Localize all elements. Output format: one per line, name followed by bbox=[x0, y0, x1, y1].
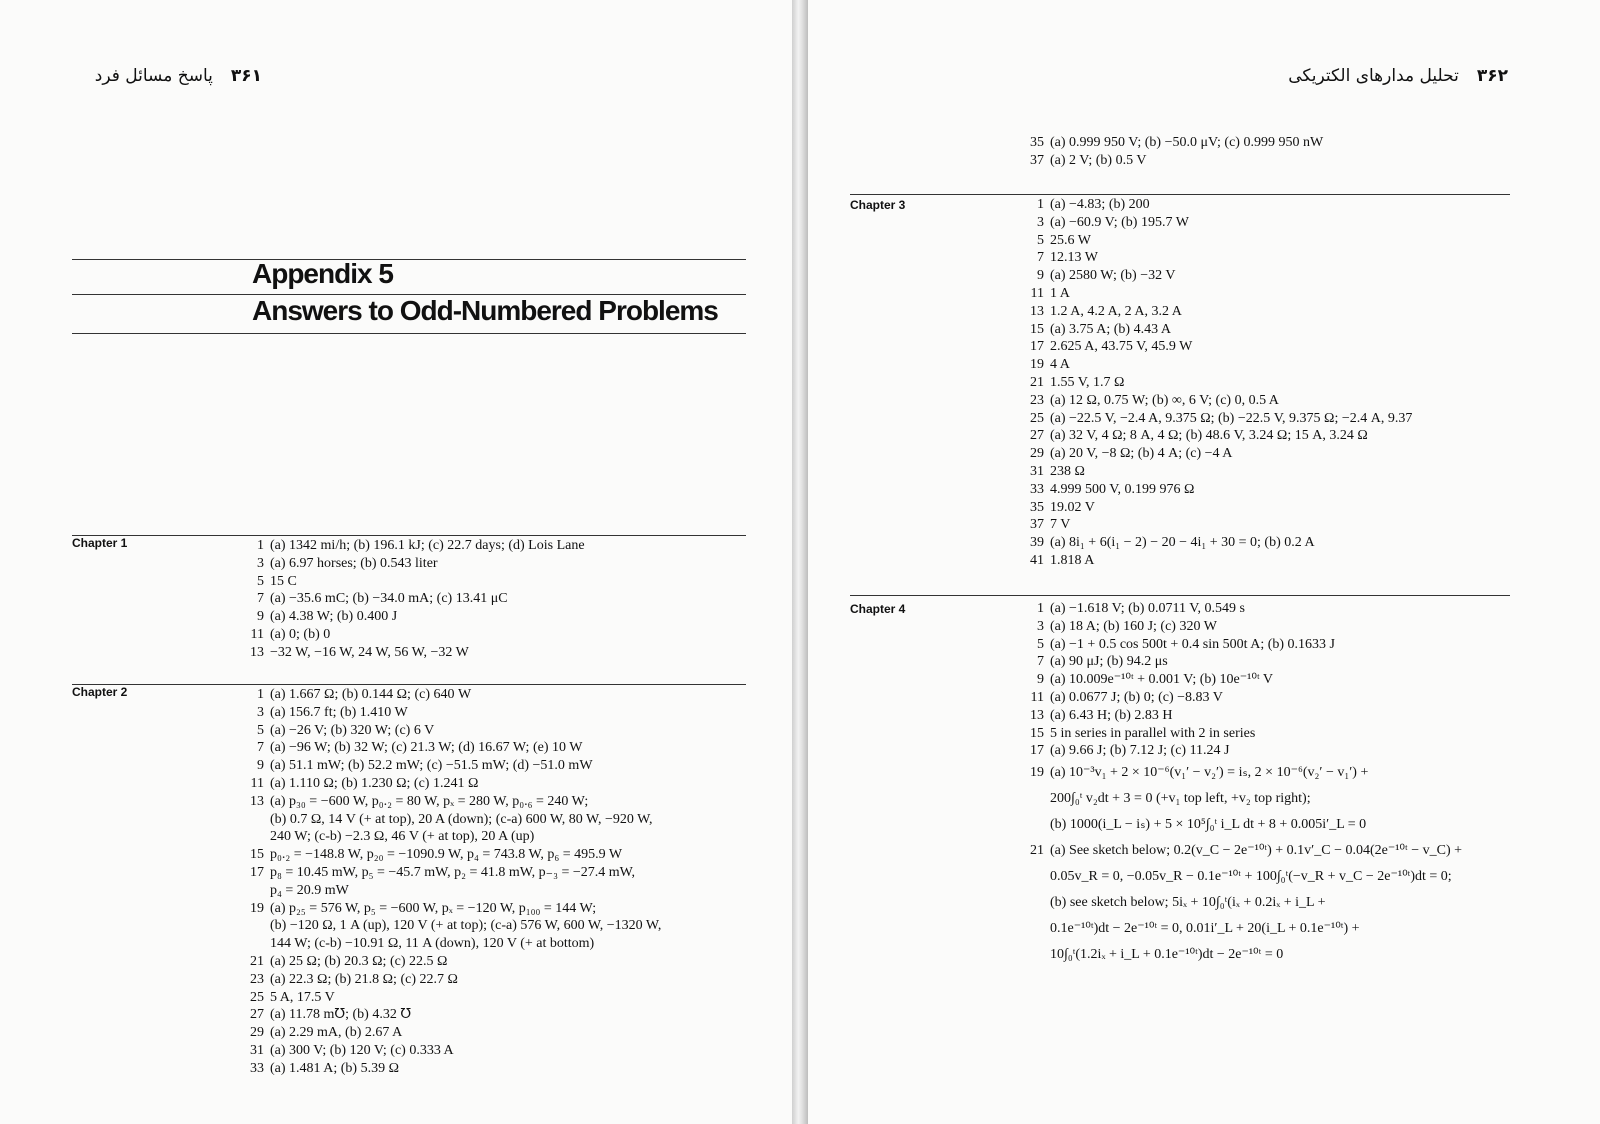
answer-line bbox=[1022, 890, 1462, 916]
answer-line bbox=[1022, 725, 1335, 743]
answer-line bbox=[1022, 196, 1412, 214]
answer-text: 240 W; (c-b) −2.3 Ω, 46 V (+ at top), 20 A (up) bbox=[270, 829, 535, 845]
problem-number: 27 bbox=[1030, 428, 1044, 444]
answer-line bbox=[242, 864, 661, 882]
answer-text: (a) 2580 W; (b) −32 V bbox=[1050, 268, 1176, 284]
problem-number: 15 bbox=[250, 847, 264, 863]
answer-line bbox=[242, 1060, 661, 1078]
problem-number: 13 bbox=[1030, 707, 1044, 723]
problem-number: 19 bbox=[250, 900, 264, 916]
answer-line bbox=[242, 989, 661, 1007]
problem-number: 35 bbox=[1030, 499, 1044, 515]
problem-number: 17 bbox=[1030, 339, 1044, 355]
answer-line bbox=[1022, 249, 1412, 267]
answer-line bbox=[1022, 618, 1335, 636]
book-gutter bbox=[792, 0, 808, 1124]
chapter1-rule bbox=[72, 535, 746, 536]
answer-text: (a) 12 Ω, 0.75 W; (b) ∞, 6 V; (c) 0, 0.5 A bbox=[1050, 392, 1279, 408]
problem-number: 1 bbox=[1037, 601, 1044, 616]
answer-line bbox=[1022, 534, 1412, 552]
answer-line bbox=[242, 608, 585, 626]
answer-line bbox=[1022, 374, 1412, 392]
problem-number: 19 bbox=[1030, 765, 1044, 780]
answer-line bbox=[1022, 812, 1368, 838]
problem-number: 21 bbox=[1030, 374, 1044, 390]
answer-text: −32 W, −16 W, 24 W, 56 W, −32 W bbox=[270, 644, 469, 660]
answer-line bbox=[242, 1006, 661, 1024]
problem-number: 9 bbox=[1037, 672, 1044, 688]
chapter2-answers bbox=[242, 686, 661, 1078]
answer-text: 238 Ω bbox=[1050, 463, 1085, 479]
answer-text: (a) 0.0677 J; (b) 0; (c) −8.83 V bbox=[1050, 689, 1223, 705]
problem-number: 11 bbox=[1030, 285, 1044, 301]
answer-text: (a) 4.38 W; (b) 0.400 J bbox=[270, 609, 398, 625]
problem-number: 3 bbox=[1037, 618, 1044, 634]
answer-line bbox=[242, 953, 661, 971]
answer-text: (a) −35.6 mC; (b) −34.0 mA; (c) 13.41 μC bbox=[270, 591, 508, 607]
answer-line bbox=[1022, 516, 1412, 534]
problem-number: 27 bbox=[250, 1007, 264, 1023]
right-page bbox=[808, 0, 1600, 1124]
answer-line bbox=[1022, 499, 1412, 517]
answer-text: (b) −120 Ω, 1 A (up), 120 V (+ at top); (c-a) 576 W, 600 W, −1320 W, bbox=[270, 918, 662, 934]
chapter2-label: Chapter 2 bbox=[72, 685, 128, 699]
answer-line bbox=[242, 811, 661, 829]
answer-line bbox=[242, 935, 661, 953]
problem-number: 19 bbox=[1030, 357, 1044, 373]
problem-number: 11 bbox=[1030, 689, 1044, 705]
answer-text: (a) 0.999 950 V; (b) −50.0 μV; (c) 0.999 950 nW bbox=[1050, 135, 1324, 150]
answer-line bbox=[242, 626, 585, 644]
problem-number: 5 bbox=[1037, 636, 1044, 652]
answer-text: (a) 25 Ω; (b) 20.3 Ω; (c) 22.5 Ω bbox=[270, 953, 448, 969]
answer-line bbox=[242, 555, 585, 573]
answer-text: (a) 90 μJ; (b) 94.2 μs bbox=[1050, 654, 1168, 670]
answer-line bbox=[1022, 760, 1368, 786]
answer-text: 5 in series in parallel with 2 in series bbox=[1050, 725, 1256, 741]
appendix-subtitle: Answers to Odd-Numbered Problems bbox=[252, 295, 718, 326]
answer-line bbox=[1022, 786, 1368, 812]
answer-text: (a) 0; (b) 0 bbox=[270, 626, 331, 642]
problem-number: 15 bbox=[1030, 321, 1044, 337]
left-page bbox=[0, 0, 792, 1124]
chapter4-problem21 bbox=[1022, 838, 1462, 968]
title-rule-bottom bbox=[72, 333, 746, 334]
answer-line bbox=[242, 537, 585, 555]
answer-text: (a) −26 V; (b) 320 W; (c) 6 V bbox=[270, 722, 435, 738]
answer-line bbox=[1022, 445, 1412, 463]
answer-text: (b) 0.7 Ω, 14 V (+ at top), 20 A (down); (c-a) 600 W, 80 W, −920 W, bbox=[270, 811, 653, 827]
answer-text: 1.2 A, 4.2 A, 2 A, 3.2 A bbox=[1050, 303, 1182, 319]
answer-line bbox=[1022, 285, 1412, 303]
answer-text: (a) 1.110 Ω; (b) 1.230 Ω; (c) 1.241 Ω bbox=[270, 775, 479, 791]
answer-line bbox=[1022, 463, 1412, 481]
answer-text: (a) −4.83; (b) 200 bbox=[1050, 197, 1150, 212]
left-running-head bbox=[95, 66, 262, 86]
answer-text: 144 W; (c-b) −10.91 Ω, 11 A (down), 120 V (+ at bottom) bbox=[270, 936, 595, 952]
problem-number: 41 bbox=[1030, 552, 1044, 568]
answer-text: (a) p₃₀ = −600 W, p₀.₂ = 80 W, pₓ = 280 W, p₀.₆ = 240 W; bbox=[270, 793, 589, 809]
chapter4-rule bbox=[850, 595, 1510, 596]
problem-number: 11 bbox=[250, 626, 264, 642]
chapter2-rule bbox=[72, 684, 746, 685]
problem-number: 25 bbox=[1030, 410, 1044, 426]
problem-number: 39 bbox=[1030, 535, 1044, 551]
answer-line bbox=[242, 882, 661, 900]
answer-line bbox=[1022, 321, 1412, 339]
answer-text: (a) 1.481 A; (b) 5.39 Ω bbox=[270, 1060, 399, 1076]
answer-line bbox=[242, 739, 661, 757]
answer-text: 12.13 W bbox=[1050, 250, 1098, 266]
problem-number: 9 bbox=[1037, 268, 1044, 284]
answer-text: p₀.₂ = −148.8 W, p₂₀ = −1090.9 W, p₄ = 743.8 W, p₆ = 495.9 W bbox=[270, 847, 623, 863]
answer-text: 19.02 V bbox=[1050, 499, 1095, 515]
answer-line bbox=[1022, 942, 1462, 968]
answer-text: 0.05v_R = 0, −0.05v_R − 0.1e⁻¹⁰ᵗ + 100∫₀ᵗ(−v_R + v_C − 2e⁻¹⁰ᵗ)dt = 0; bbox=[1050, 869, 1452, 884]
answer-line bbox=[1022, 671, 1335, 689]
answer-line bbox=[242, 1024, 661, 1042]
answer-text: 1 A bbox=[1050, 285, 1070, 301]
answer-text: (a) −1.618 V; (b) 0.0711 V, 0.549 s bbox=[1050, 601, 1245, 616]
problem-number: 29 bbox=[1030, 446, 1044, 462]
problem-number: 31 bbox=[250, 1042, 264, 1058]
problem-number: 5 bbox=[257, 722, 264, 738]
problem-number: 33 bbox=[250, 1060, 264, 1076]
answer-line bbox=[242, 971, 661, 989]
problem-number: 3 bbox=[1037, 214, 1044, 230]
answer-text: 4.999 500 V, 0.199 976 Ω bbox=[1050, 481, 1195, 497]
running-head-title: پاسخ مسائل فرد bbox=[94, 66, 213, 86]
answer-line bbox=[242, 793, 661, 811]
answer-line bbox=[1022, 707, 1335, 725]
answer-line bbox=[1022, 838, 1462, 864]
answer-line bbox=[1022, 410, 1412, 428]
answer-line bbox=[242, 917, 661, 935]
title-rule-top bbox=[72, 259, 746, 260]
answer-line bbox=[242, 775, 661, 793]
answer-text: (a) 51.1 mW; (b) 52.2 mW; (c) −51.5 mW; (d) −51.0 mW bbox=[270, 758, 593, 774]
answer-line bbox=[1022, 267, 1412, 285]
problem-number: 1 bbox=[1037, 197, 1044, 212]
problem-number: 11 bbox=[250, 775, 264, 791]
answer-line bbox=[1022, 392, 1412, 410]
problem-number: 17 bbox=[250, 864, 264, 880]
answer-line bbox=[1022, 552, 1412, 570]
answer-line bbox=[1022, 427, 1412, 445]
answer-line bbox=[242, 828, 661, 846]
answer-line bbox=[1022, 214, 1412, 232]
chapter4-problem19 bbox=[1022, 760, 1368, 838]
answer-line bbox=[1022, 232, 1412, 250]
answer-text: (a) See sketch below; 0.2(v_C − 2e⁻¹⁰ᵗ) + 0.1v′_C − 0.04(2e⁻¹⁰ᵗ − v_C) + bbox=[1050, 843, 1463, 858]
problem-number: 1 bbox=[257, 538, 264, 553]
problem-number: 37 bbox=[1030, 517, 1044, 533]
problem-number: 5 bbox=[1037, 232, 1044, 248]
answer-text: (b) see sketch below; 5iₓ + 10∫₀ᵗ(iₓ + 0.2iₓ + i_L + bbox=[1050, 895, 1326, 910]
answer-text: 7 V bbox=[1050, 517, 1071, 533]
answer-text: 4 A bbox=[1050, 357, 1070, 373]
answer-line bbox=[1022, 303, 1412, 321]
answer-text: (a) p₂₅ = 576 W, p₅ = −600 W, pₓ = −120 W, p₁₀₀ = 144 W; bbox=[270, 900, 597, 916]
answer-text: (a) 32 V, 4 Ω; 8 A, 4 Ω; (b) 48.6 V, 3.24 Ω; 15 A, 3.24 Ω bbox=[1050, 428, 1368, 444]
chapter3-rule bbox=[850, 194, 1510, 195]
answer-line bbox=[242, 900, 661, 918]
problem-number: 3 bbox=[257, 555, 264, 571]
answer-text: (a) 20 V, −8 Ω; (b) 4 A; (c) −4 A bbox=[1050, 446, 1233, 462]
page-number: ۳۶۱ bbox=[230, 66, 262, 86]
answer-line bbox=[242, 590, 585, 608]
answer-text: 2.625 A, 43.75 V, 45.9 W bbox=[1050, 339, 1193, 355]
problem-number: 15 bbox=[1030, 725, 1044, 741]
problem-number: 13 bbox=[250, 644, 264, 660]
answer-text: (a) 11.78 m℧; (b) 4.32 ℧ bbox=[270, 1007, 412, 1023]
answer-text: (a) 1.667 Ω; (b) 0.144 Ω; (c) 640 W bbox=[270, 687, 472, 702]
answer-line bbox=[242, 722, 661, 740]
problem-number: 7 bbox=[257, 591, 264, 607]
problem-number: 33 bbox=[1030, 481, 1044, 497]
answer-text: (a) 22.3 Ω; (b) 21.8 Ω; (c) 22.7 Ω bbox=[270, 971, 458, 987]
answer-text: (a) −60.9 V; (b) 195.7 W bbox=[1050, 214, 1189, 230]
problem-number: 7 bbox=[257, 740, 264, 756]
appendix-title: Appendix 5 bbox=[252, 258, 393, 289]
answer-text: (b) 1000(i_L − iₛ) + 5 × 10⁵∫₀ᵗ i_L dt + 8 + 0.005i′_L = 0 bbox=[1050, 817, 1367, 832]
answer-text: (a) 3.75 A; (b) 4.43 A bbox=[1050, 321, 1171, 337]
answer-line bbox=[1022, 600, 1335, 618]
problem-number: 21 bbox=[250, 953, 264, 969]
problem-number: 7 bbox=[1037, 250, 1044, 266]
answer-line bbox=[1022, 356, 1412, 374]
answer-line bbox=[1022, 653, 1335, 671]
answer-text: 5 A, 17.5 V bbox=[270, 989, 335, 1005]
answer-line bbox=[242, 846, 661, 864]
chapter1-answers bbox=[242, 537, 585, 662]
problem-number: 17 bbox=[1030, 743, 1044, 759]
answer-text: 1.55 V, 1.7 Ω bbox=[1050, 374, 1125, 390]
answer-text: 1.818 A bbox=[1050, 552, 1095, 568]
answer-text: (a) 10⁻³v₁ + 2 × 10⁻⁶(v₁′ − v₂′) = iₛ, 2 × 10⁻⁶(v₂′ − v₁′) + bbox=[1050, 765, 1369, 780]
answer-line bbox=[242, 704, 661, 722]
problem-number: 7 bbox=[1037, 654, 1044, 670]
chapter4-label: Chapter 4 bbox=[850, 602, 906, 616]
answer-line bbox=[242, 757, 661, 775]
chapter3-label: Chapter 3 bbox=[850, 198, 906, 212]
answer-text: (a) 300 V; (b) 120 V; (c) 0.333 A bbox=[270, 1042, 454, 1058]
answer-line bbox=[242, 1042, 661, 1060]
answer-line bbox=[1022, 864, 1462, 890]
problem-number: 21 bbox=[1030, 843, 1044, 858]
answer-text: 10∫₀ᵗ(1.2iₓ + i_L + 0.1e⁻¹⁰ᵗ)dt − 2e⁻¹⁰ᵗ = 0 bbox=[1050, 947, 1284, 962]
answer-text: 200∫₀ᵗ v₂dt + 3 = 0 (+v₁ top left, +v₂ top right); bbox=[1050, 791, 1311, 806]
answer-text: (a) 2 V; (b) 0.5 V bbox=[1050, 152, 1147, 168]
problem-number: 31 bbox=[1030, 463, 1044, 479]
running-head-title: تحلیل مدارهای الکتریکی bbox=[1288, 66, 1459, 86]
problem-number: 23 bbox=[1030, 392, 1044, 408]
answer-line bbox=[242, 573, 585, 591]
answer-text: (a) 6.43 H; (b) 2.83 H bbox=[1050, 707, 1173, 723]
chapter1-label: Chapter 1 bbox=[72, 536, 128, 550]
problem-number: 23 bbox=[250, 971, 264, 987]
problem-number: 13 bbox=[250, 793, 264, 809]
problem-number: 1 bbox=[257, 687, 264, 702]
answer-text: (a) 9.66 J; (b) 7.12 J; (c) 11.24 J bbox=[1050, 743, 1230, 759]
answer-line bbox=[242, 644, 585, 662]
answer-line bbox=[1022, 742, 1335, 760]
page-number: ۳۶۲ bbox=[1476, 66, 1508, 86]
answer-line bbox=[1022, 134, 1323, 152]
problem-number: 9 bbox=[257, 609, 264, 625]
problem-number: 9 bbox=[257, 758, 264, 774]
problem-number: 35 bbox=[1030, 135, 1044, 150]
answer-line bbox=[1022, 481, 1412, 499]
answer-text: (a) −22.5 V, −2.4 A, 9.375 Ω; (b) −22.5 V, 9.375 Ω; −2.4 A, 9.37 bbox=[1050, 410, 1413, 426]
answer-text: (a) 1342 mi/h; (b) 196.1 kJ; (c) 22.7 days; (d) Lois Lane bbox=[270, 538, 585, 553]
problem-number: 25 bbox=[250, 989, 264, 1005]
answer-text: (a) 2.29 mA, (b) 2.67 A bbox=[270, 1025, 403, 1041]
answer-line bbox=[1022, 152, 1323, 170]
chapter4-answers bbox=[1022, 600, 1335, 760]
answer-text: (a) −96 W; (b) 32 W; (c) 21.3 W; (d) 16.67 W; (e) 10 W bbox=[270, 740, 583, 756]
answer-line bbox=[1022, 636, 1335, 654]
problem-number: 37 bbox=[1030, 152, 1044, 168]
answer-text: p₈ = 10.45 mW, p₅ = −45.7 mW, p₂ = 41.8 mW, p₋₃ = −27.4 mW, bbox=[270, 864, 636, 880]
problem-number: 3 bbox=[257, 704, 264, 720]
answer-line bbox=[1022, 689, 1335, 707]
problem-number: 29 bbox=[250, 1025, 264, 1041]
answer-text: 15 C bbox=[270, 573, 297, 589]
problem-number: 5 bbox=[257, 573, 264, 589]
answer-text: 25.6 W bbox=[1050, 232, 1091, 248]
answer-text: (a) 8i₁ + 6(i₁ − 2) − 20 − 4i₁ + 30 = 0; (b) 0.2 A bbox=[1050, 535, 1315, 551]
answer-text: 0.1e⁻¹⁰ᵗ)dt − 2e⁻¹⁰ᵗ = 0, 0.01i′_L + 20(i_L + 0.1e⁻¹⁰ᵗ) + bbox=[1050, 921, 1360, 936]
answer-text: (a) −1 + 0.5 cos 500t + 0.4 sin 500t A; (b) 0.1633 J bbox=[1050, 636, 1336, 652]
answer-text: (a) 18 A; (b) 160 J; (c) 320 W bbox=[1050, 618, 1217, 634]
answer-text: (a) 6.97 horses; (b) 0.543 liter bbox=[270, 555, 438, 571]
answer-text: p₄ = 20.9 mW bbox=[270, 882, 349, 898]
answer-line bbox=[1022, 338, 1412, 356]
answer-line bbox=[242, 686, 661, 704]
chapter3-answers bbox=[1022, 196, 1412, 570]
chapter2-continued-answers bbox=[1022, 134, 1323, 170]
right-running-head bbox=[1288, 66, 1508, 86]
answer-line bbox=[1022, 916, 1462, 942]
problem-number: 13 bbox=[1030, 303, 1044, 319]
answer-text: (a) 10.009e⁻¹⁰ᵗ + 0.001 V; (b) 10e⁻¹⁰ᵗ V bbox=[1050, 672, 1274, 688]
answer-text: (a) 156.7 ft; (b) 1.410 W bbox=[270, 704, 408, 720]
